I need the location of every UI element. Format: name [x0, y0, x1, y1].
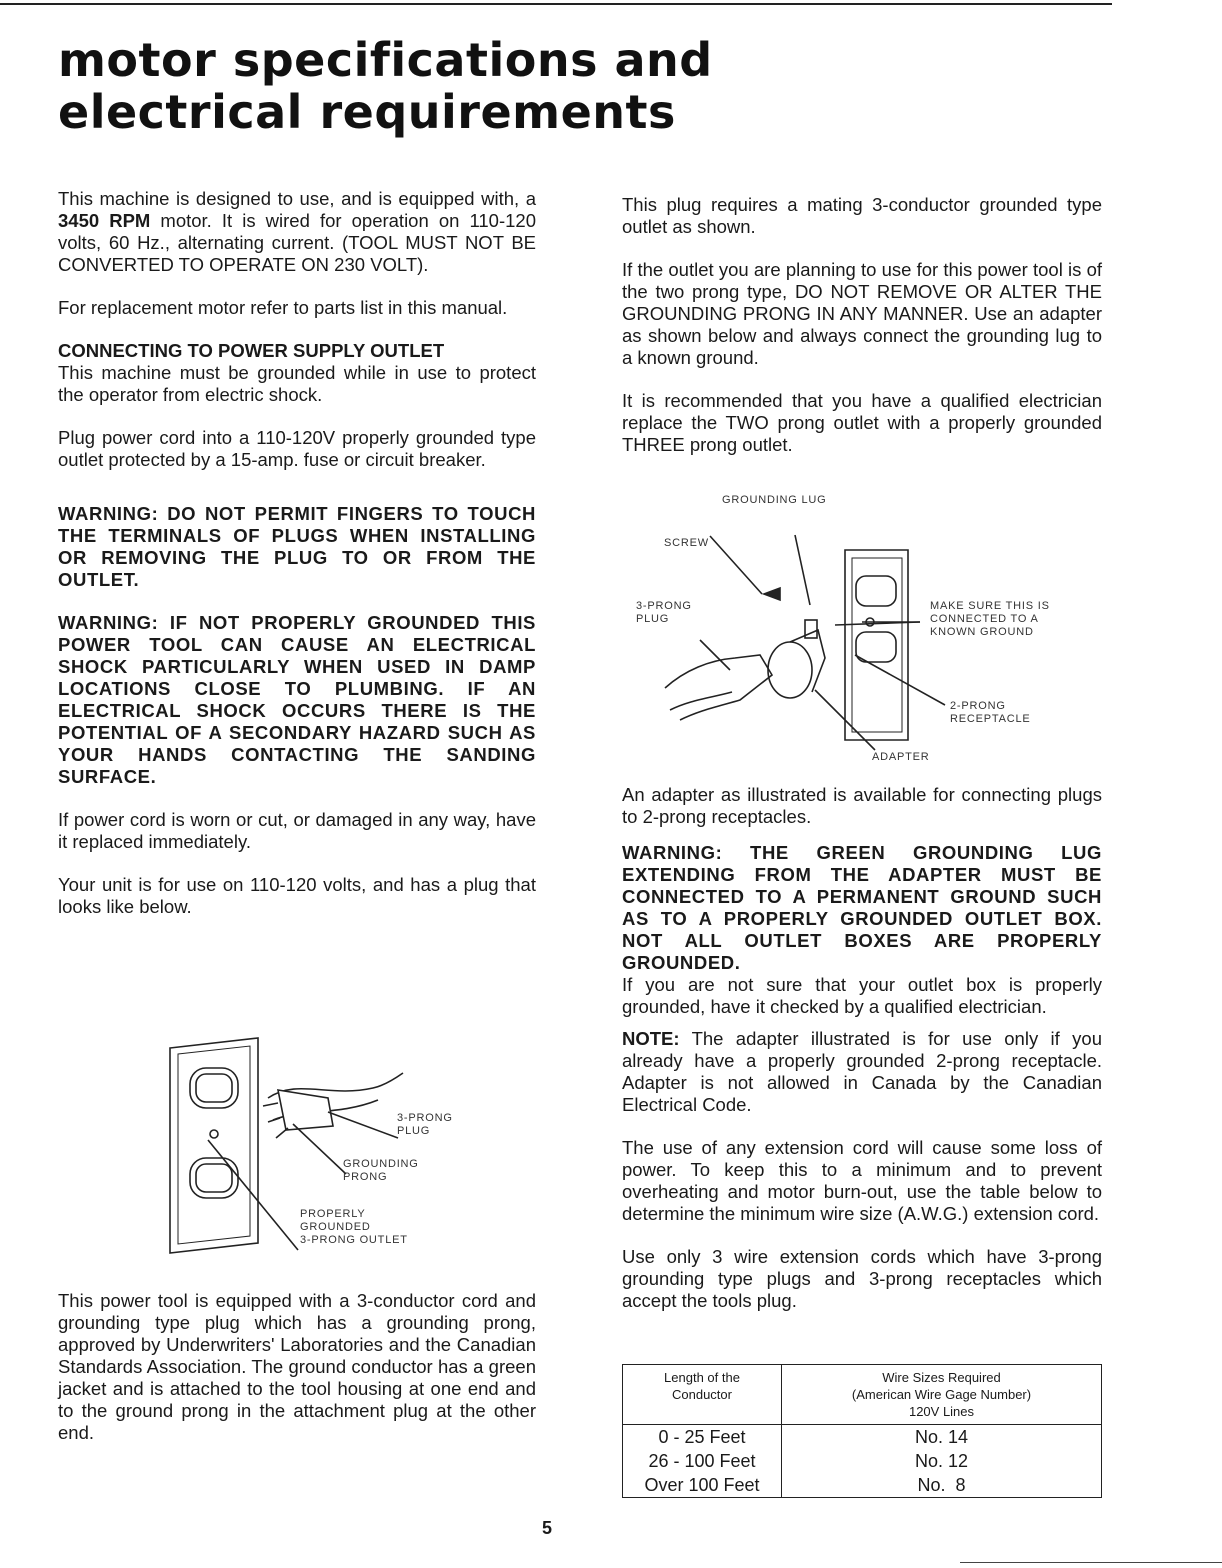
fig2-label-adapter: ADAPTER — [872, 751, 930, 763]
row-length: 26 - 100 Feet — [623, 1449, 782, 1473]
fig2-label-grounding-lug: GROUNDING LUG — [722, 494, 827, 506]
note-paragraph: NOTE: The adapter illustrated is for use only if you already have a properly grounded 2-prong receptacle. Adapter is not allowed in Canada by the Canadian Electrical Code. — [622, 1028, 1102, 1115]
page-number: 5 — [542, 1518, 553, 1538]
grounded-paragraph: This machine must be grounded while in use to protect the operator from electric shock. — [58, 362, 536, 405]
plug-description-paragraph: Your unit is for use on 110-120 volts, and has a plug that looks like below. — [58, 874, 536, 917]
row-size: No. 14 — [782, 1425, 1102, 1450]
table-row — [623, 1473, 1102, 1498]
power-cord-paragraph: If power cord is worn or cut, or damaged in any way, have it replaced immediately. — [58, 809, 536, 852]
header-length: Length of the Conductor — [623, 1365, 782, 1425]
plug-cord-paragraph: Plug power cord into a 110-120V properly grounded type outlet protected by a 15-amp. fuse or circuit breaker. — [58, 427, 536, 470]
left-column — [58, 188, 536, 918]
right-column — [622, 194, 1102, 456]
top-rule — [0, 3, 1112, 5]
bottom-rule — [960, 1562, 1222, 1563]
header-wire-size: Wire Sizes Required (American Wire Gage Number) 120V Lines — [782, 1365, 1102, 1425]
warning-fingers: WARNING: DO NOT PERMIT FINGERS TO TOUCH THE TERMINALS OF PLUGS WHEN INSTALLING OR REMOVING THE PLUG TO OR FROM THE OUTLET. — [58, 503, 536, 590]
note-label: NOTE: — [622, 1028, 680, 1049]
outlet-box-paragraph: If you are not sure that your outlet box is properly grounded, have it checked by a qualified electrician. — [622, 974, 1102, 1017]
section-heading: CONNECTING TO POWER SUPPLY OUTLET — [58, 340, 445, 361]
fig1-label-grounding-prong: GROUNDING PRONG — [343, 1158, 419, 1183]
fig2-label-known-ground: MAKE SURE THIS IS CONNECTED TO A KNOWN GROUND — [930, 600, 1050, 638]
table-row — [623, 1425, 1102, 1450]
intro-paragraph: This machine is designed to use, and is equipped with, a 3450 RPM motor. It is wired for operation on 110-120 volts, 60 Hz., alternating current. (TOOL MUST NOT BE CONVERTED TO OPERATE ON 230 VOLT). — [58, 188, 536, 275]
table-header-row — [623, 1365, 1102, 1425]
fig1-label-outlet: PROPERLY GROUNDED 3-PRONG OUTLET — [300, 1208, 408, 1246]
row-length: 0 - 25 Feet — [623, 1425, 782, 1450]
left-column-bottom — [58, 1290, 536, 1444]
row-size: No. 12 — [782, 1449, 1102, 1473]
page-title: motor specifications and electrical requirements — [58, 33, 713, 139]
right-column-lower — [622, 784, 1102, 1312]
fig2-label-screw: SCREW — [664, 537, 709, 549]
replacement-motor-paragraph: For replacement motor refer to parts list in this manual. — [58, 297, 508, 318]
extension-cord-paragraph: The use of any extension cord will cause some loss of power. To keep this to a minimum and to prevent overheating and motor burn-out, use the table below to determine the minimum wire size (A.W.G.) extension cord. — [622, 1137, 1102, 1224]
rpm-value: 3450 RPM — [58, 210, 151, 231]
fig2-label-receptacle: 2-PRONG RECEPTACLE — [950, 700, 1031, 725]
row-length: Over 100 Feet — [623, 1473, 782, 1498]
row-size: No. 8 — [782, 1473, 1102, 1498]
table-row — [623, 1449, 1102, 1473]
mating-outlet-paragraph: This plug requires a mating 3-conductor grounded type outlet as shown. — [622, 194, 1102, 237]
warning-grounding: WARNING: IF NOT PROPERLY GROUNDED THIS POWER TOOL CAN CAUSE AN ELECTRICAL SHOCK PARTICULARLY WHEN USED IN DAMP LOCATIONS CLOSE TO PLUMBING. IF AN ELECTRICAL SHOCK OCCURS THERE IS THE POTENTIAL OF A SECONDARY HAZARD SUCH AS YOUR HANDS CONTACTING THE SANDING SURFACE. — [58, 612, 536, 787]
fig2-label-plug: 3-PRONG PLUG — [636, 600, 692, 625]
electrician-paragraph: It is recommended that you have a qualified electrician replace the TWO prong outlet with a properly grounded THREE prong outlet. — [622, 390, 1102, 455]
cord-description-paragraph: This power tool is equipped with a 3-conductor cord and grounding type plug which has a grounding prong, approved by Underwriters' Laboratories and the Canadian Standards Association. The ground conductor has a green jacket and is attached to the tool housing at one end and to the ground prong in the attachment plug at the other end. — [58, 1290, 536, 1443]
warning-grounding-lug: WARNING: THE GREEN GROUNDING LUG EXTENDING FROM THE ADAPTER MUST BE CONNECTED TO A PERMANENT GROUND SUCH AS TO A PROPERLY GROUNDED OUTLET BOX. NOT ALL OUTLET BOXES ARE PROPERLY GROUNDED. — [622, 842, 1102, 973]
two-prong-paragraph: If the outlet you are planning to use for this power tool is of the two prong type, DO NOT REMOVE OR ALTER THE GROUNDING PRONG IN ANY MANNER. Use an adapter as shown below and always connect the grounding lug to a known ground. — [622, 259, 1102, 368]
adapter-paragraph: An adapter as illustrated is available for connecting plugs to 2-prong receptacles. — [622, 784, 1102, 827]
adapter-illustration — [640, 510, 970, 758]
three-wire-paragraph: Use only 3 wire extension cords which have 3-prong grounding type plugs and 3-prong receptacles which accept the tools plug. — [622, 1246, 1102, 1311]
fig1-label-plug: 3-PRONG PLUG — [397, 1112, 453, 1137]
wire-size-table — [622, 1364, 1102, 1498]
